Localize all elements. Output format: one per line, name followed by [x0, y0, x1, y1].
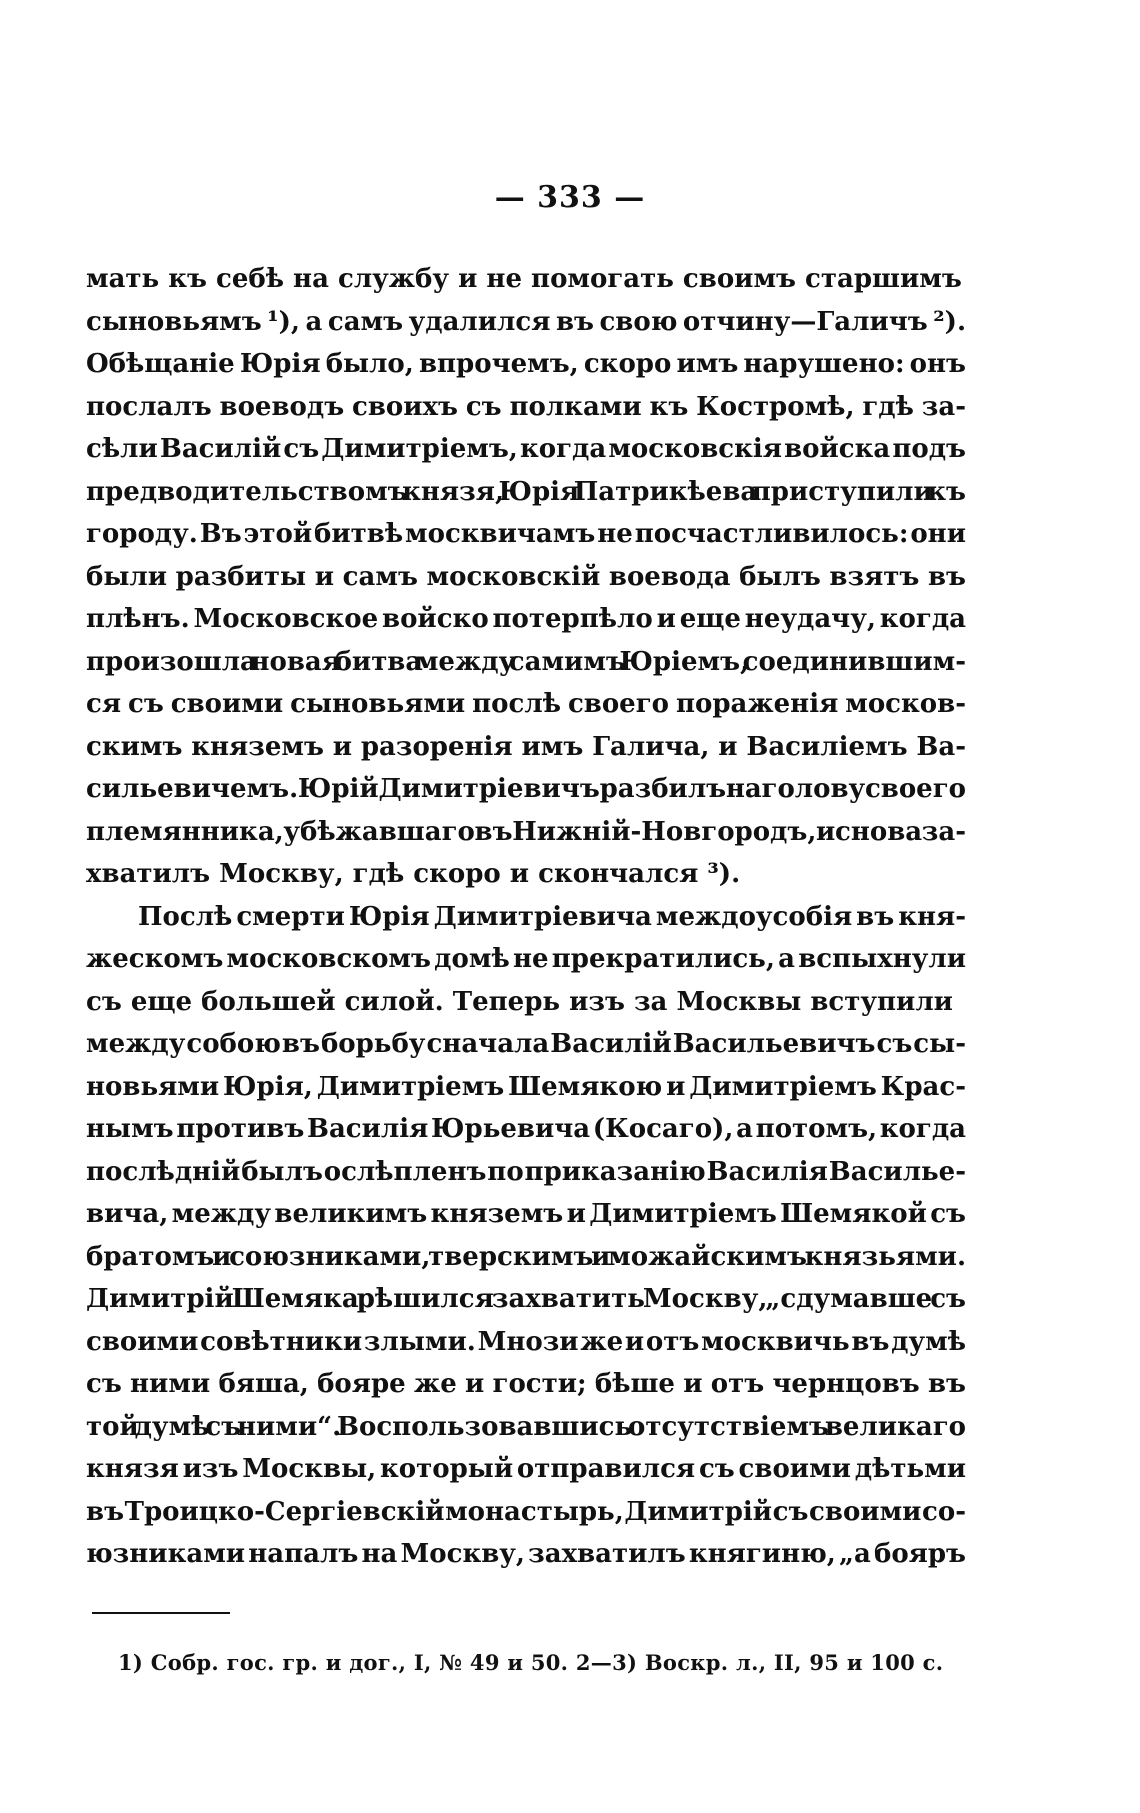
footnotes: 1) Собр. гос. гр. и дог., I, № 49 и 50. 2—3) Воскр. л., II, 95 и 100 с.: [118, 1650, 944, 1675]
text-line: скимъ княземъ и разоренія имъ Галича, и Василіемъ Ва-: [86, 731, 966, 762]
text-line: нымъ противъ Василія Юрьевича (Косаго), а потомъ, когда: [86, 1114, 966, 1144]
text-line: сыновьямъ ¹), а самъ удалился въ свою отчину—Галичъ ²).: [86, 306, 966, 337]
body-text: [86, 258, 966, 1576]
text-line: послѣдній былъ ослѣпленъ по приказанію Василія Василье-: [86, 1156, 967, 1187]
text-line: новьями Юрія, Димитріемъ Шемякою и Димитріемъ Крас-: [86, 1071, 966, 1102]
text-line: городу. Въ этой битвѣ москвичамъ не посчастливилось: они: [86, 519, 966, 549]
text-line: племянника, убѣжавшаго въ Нижній-Новгородъ, и снова за-: [86, 816, 966, 847]
text-line: между собою въ борьбу сначала Василій Васильевичъ съ сы-: [86, 1029, 966, 1059]
text-line: съ ними бяша, бояре же и гости; бѣше и отъ чернцовъ въ: [86, 1369, 966, 1399]
text-line: юзниками напалъ на Москву, захватилъ княгиню, „а бояръ: [86, 1539, 966, 1569]
paragraph-start-line: Послѣ смерти Юрія Димитріевича междоусобія въ кня-: [138, 901, 966, 932]
text-line: послалъ воеводъ своихъ съ полками къ Костромѣ, гдѣ за-: [86, 391, 966, 422]
text-line: мать къ себѣ на службу и не помогать своимъ старшимъ: [86, 264, 962, 294]
text-line: произошла новая битва между самимъ Юріемъ, соединившим-: [86, 646, 966, 677]
text-line: предводительствомъ князя, Юрія Патрикѣева приступили къ: [86, 476, 966, 507]
text-line: Димитрій Шемяка рѣшился захватить Москву, „сдумавше съ: [86, 1284, 966, 1314]
page-number: — 333 —: [494, 180, 646, 215]
footnote-divider: [92, 1612, 230, 1614]
text-line: князя изъ Москвы, который отправился съ своими дѣтьми: [86, 1454, 966, 1484]
paragraph-end-line: хватилъ Москву, гдѣ скоро и скончался ³).: [86, 859, 741, 889]
text-line: ся съ своими сыновьями послѣ своего пораженія москов-: [86, 689, 966, 719]
text-line: братомъ и союзниками, тверскимъ и можайскимъ князьями.: [86, 1241, 966, 1272]
text-line: жескомъ московскомъ домѣ не прекратились, а вспыхнули: [86, 944, 966, 974]
text-line: плѣнъ. Московское войско потерпѣло и еще неудачу, когда: [86, 604, 966, 634]
text-line: въ Троицко-Сергіевскій монастырь, Димитрій съ своими со-: [86, 1496, 966, 1527]
text-line: своими совѣтники злыми. Мнози же и отъ москвичь въ думѣ: [86, 1326, 966, 1357]
text-line: сѣли Василій съ Димитріемъ, когда московскія войска подъ: [86, 434, 966, 464]
text-line: вича, между великимъ княземъ и Димитріемъ Шемякой съ: [86, 1199, 966, 1229]
text-line: той думѣ съ ними“. Воспользовавшись отсутствіемъ великаго: [86, 1411, 966, 1442]
text-line: Обѣщаніе Юрія было, впрочемъ, скоро имъ нарушено: онъ: [86, 349, 966, 379]
text-line: сильевичемъ. Юрій Димитріевичъ разбилъ на голову своего: [86, 774, 966, 804]
text-line: были разбиты и самъ московскій воевода былъ взятъ въ: [86, 561, 966, 592]
text-line: съ еще большей силой. Теперь изъ за Москвы вступили: [86, 986, 953, 1017]
